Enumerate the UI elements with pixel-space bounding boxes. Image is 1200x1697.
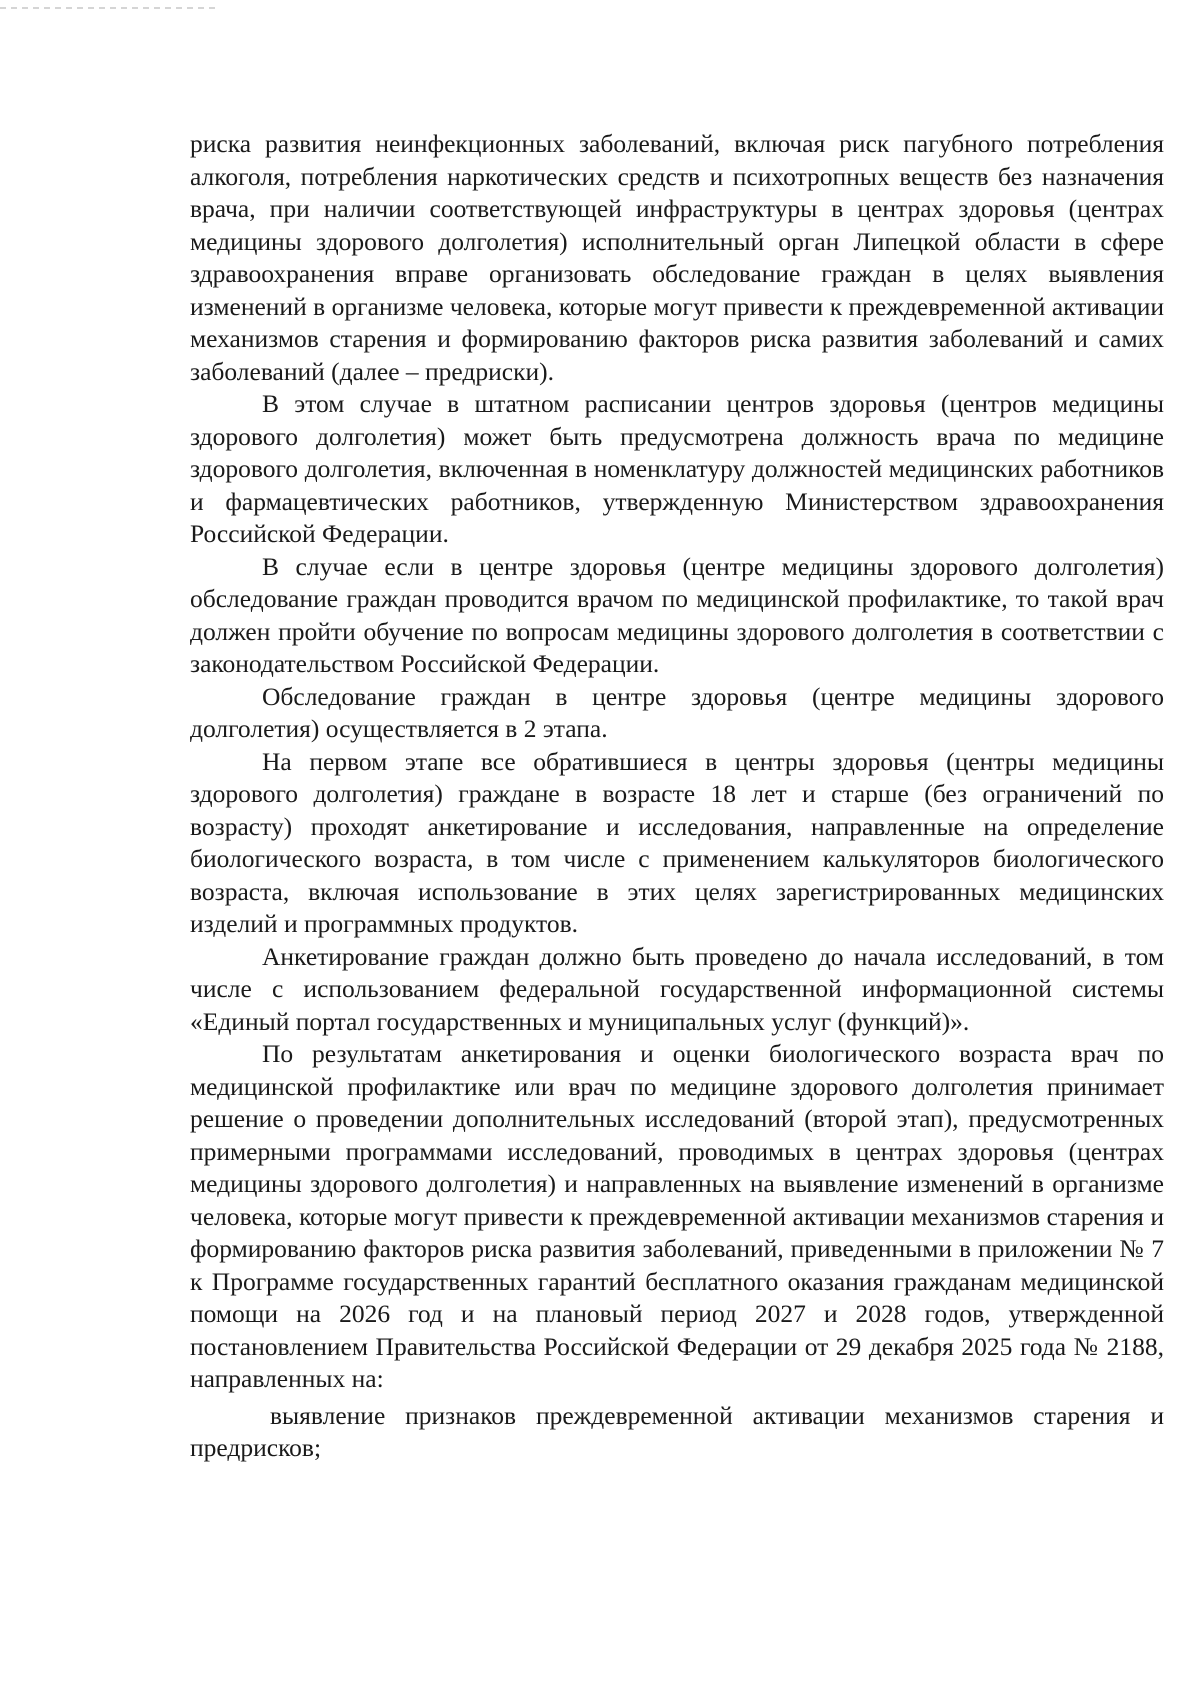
scan-artifact	[0, 7, 215, 9]
document-body	[190, 128, 1164, 1465]
paragraph-first-stage: На первом этапе все обратившиеся в центры здоровья (центры медицины здорового долголетия) граждане в возрасте 18 лет и старше (без ограничений по возрасту) проходят анкетирование и исследования, направленные на определение биологического возраста, в том числе с применением калькуляторов биологического возраста, включая использование в этих целях зарегистрированных медицинских изделий и программных продуктов.	[190, 746, 1164, 938]
paragraph-second-stage: По результатам анкетирования и оценки биологического возраста врач по медицинской профилактике или врач по медицине здорового долголетия принимает решение о проведении дополнительных исследований (второй этап), предусмотренных примерными программами исследований, проводимых в центрах здоровья (центрах медицины здорового долголетия) и направленных на выявление изменений в организме человека, которые могут привести к преждевременной активации механизмов старения и формированию факторов риска развития заболеваний, приведенными в приложении № 7 к Программе государственных гарантий бесплатного оказания гражданам медицинской помощи на 2026 год и на плановый период 2027 и 2028 годов, утвержденной постановлением Правительства Российской Федерации от 29 декабря 2025 года № 2188, направленных на:	[190, 1039, 1164, 1393]
paragraph-staff-position: В этом случае в штатном расписании центров здоровья (центров медицины здорового долголетия) может быть предусмотрена должность врача по медицине здорового долголетия, включенная в номенклатуру должностей медицинских работников и фармацевтических работников, утвержденную Министерством здравоохранения Российской Федерации.	[190, 389, 1164, 548]
paragraph-questionnaire: Анкетирование граждан должно быть проведено до начала исследований, в том числе с использованием федеральной государственной информационной системы «Единый портал государственных и муниципальных услуг (функций)».	[190, 941, 1164, 1036]
paragraph-two-stages: Обследование граждан в центре здоровья (центре медицины здорового долголетия) осуществляется в 2 этапа.	[190, 681, 1164, 743]
paragraph-continuation: риска развития неинфекционных заболеваний, включая риск пагубного потребления алкоголя, потребления наркотических средств и психотропных веществ без назначения врача, при наличии соответствующей инфраструктуры в центрах здоровья (центрах медицины здорового долголетия) исполнительный орган Липецкой области в сфере здравоохранения вправе организовать обследование граждан в целях выявления изменений в организме человека, которые могут привести к преждевременной активации механизмов старения и формированию факторов риска развития заболеваний и самих заболеваний (далее – предриски).	[190, 129, 1164, 386]
list-item-aging-signs: выявление признаков преждевременной активации механизмов старения и предрисков;	[190, 1400, 1164, 1462]
paragraph-training: В случае если в центре здоровья (центре медицины здорового долголетия) обследование граждан проводится врачом по медицинской профилактике, то такой врач должен пройти обучение по вопросам медицины здорового долголетия в соответствии с законодательством Российской Федерации.	[190, 551, 1164, 678]
